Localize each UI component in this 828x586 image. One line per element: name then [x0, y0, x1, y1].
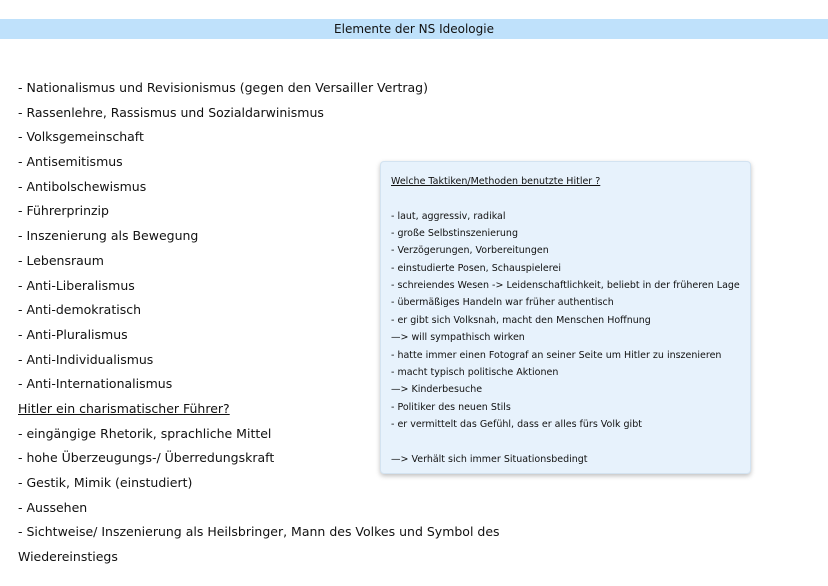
list-item-continuation: Wiedereinstiegs	[18, 549, 118, 565]
list-item: - Antibolschewismus	[18, 178, 147, 194]
tactic-item: - Verzögerungen, Vorbereitungen	[391, 245, 549, 257]
page-title: Elemente der NS Ideologie	[334, 22, 494, 36]
tactics-heading: Welche Taktiken/Methoden benutzte Hitler ?	[391, 176, 601, 187]
list-item: - Sichtweise/ Inszenierung als Heilsbringer, Mann des Volkes und Symbol des	[18, 524, 500, 540]
list-item: - Gestik, Mimik (einstudiert)	[18, 475, 193, 490]
list-item: - hohe Überzeugungs-/ Überredungskraft	[18, 450, 275, 466]
list-item: - Volksgemeinschaft	[18, 129, 144, 145]
tactic-item: - macht typisch politische Aktionen	[391, 367, 559, 379]
list-item: - Inszenierung als Bewegung	[18, 228, 199, 244]
list-item: - Anti-Liberalismus	[18, 277, 135, 293]
tactic-item: - übermäßiges Handeln war früher authentisch	[391, 297, 614, 309]
tactic-item: - große Selbstinszenierung	[391, 227, 518, 239]
tactic-item: - er gibt sich Volksnah, macht den Menschen Hoffnung	[391, 314, 651, 326]
tactic-item: —> Kinderbesuche	[391, 384, 483, 396]
list-item: - Anti-demokratisch	[18, 302, 142, 318]
tactic-item: - schreiendes Wesen -> Leidenschaftlichkeit, beliebt in der früheren Lage	[391, 280, 740, 292]
list-item: - Rassenlehre, Rassismus und Sozialdarwinismus	[18, 104, 324, 120]
list-item: - Nationalismus und Revisionismus (gegen den Versailler Vertrag)	[18, 80, 428, 95]
spacer	[391, 434, 740, 451]
tactics-list	[391, 208, 740, 469]
tactic-item: - er vermittelt das Gefühl, dass er alles fürs Volk gibt	[391, 419, 642, 431]
tactic-item: - Politiker des neuen Stils	[391, 401, 511, 413]
list-item: - Anti-Pluralismus	[18, 326, 128, 342]
tactics-box	[380, 161, 751, 474]
tactic-item: —> will sympathisch wirken	[391, 332, 525, 344]
list-item: - Anti-Internationalismus	[18, 376, 173, 392]
tactics-conclusion: —> Verhält sich immer Situationsbedingt	[391, 453, 588, 465]
page-title-bar	[0, 19, 828, 39]
charisma-heading: Hitler ein charismatischer Führer?	[18, 400, 230, 416]
list-item: - Anti-Individualismus	[18, 351, 154, 367]
tactic-item: - hatte immer einen Fotograf an seiner Seite um Hitler zu inszenieren	[391, 349, 722, 361]
tactic-item: - einstudierte Posen, Schauspielerei	[391, 262, 561, 274]
list-item: - Führerprinzip	[18, 203, 109, 219]
list-item: - Lebensraum	[18, 252, 104, 268]
tactic-item: - laut, aggressiv, radikal	[391, 210, 506, 222]
list-item: - eingängige Rhetorik, sprachliche Mittel	[18, 425, 272, 441]
list-item: - Aussehen	[18, 499, 88, 515]
list-item: - Antisemitismus	[18, 154, 123, 170]
